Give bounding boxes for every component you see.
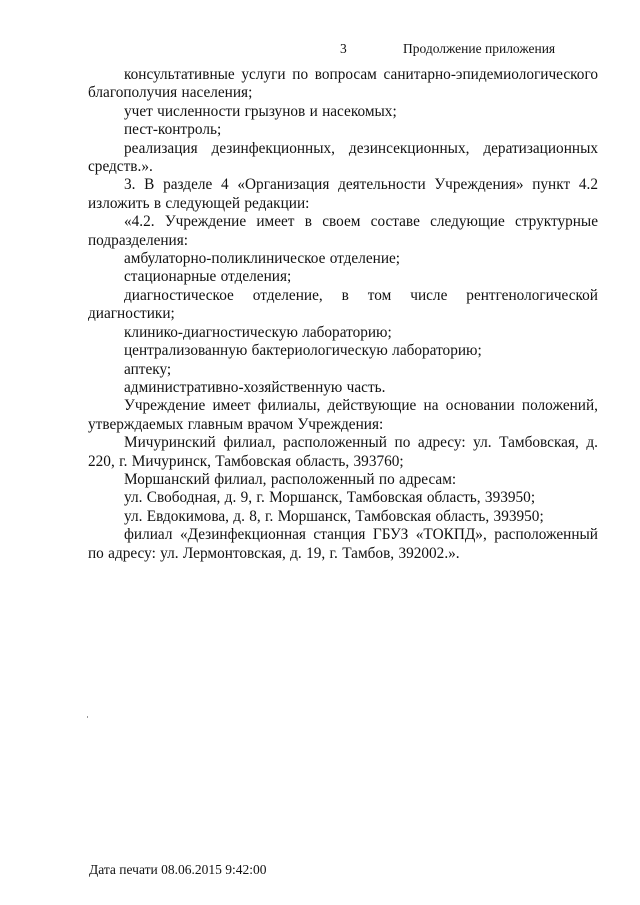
list-item-clinical-laboratory: клинико-диагностическую лабораторию; (124, 323, 392, 341)
paragraph-section-4-amendment: 3. В разделе 4 «Организация деятельности Учреждения» пункт 4.2 изложить в следующей редакции: (88, 176, 598, 212)
print-date: Дата печати 08.06.2015 9:42:00 (89, 862, 267, 877)
paragraph-rodent-insect-count: учет численности грызунов и насекомых; (124, 102, 397, 120)
paragraph-morshansk-branch: Моршанский филиал, расположенный по адресам: (124, 470, 457, 488)
paragraph-michurinsk-branch: Мичуринский филиал, расположенный по адресу: ул. Тамбовская, д. 220, г. Мичуринск, Тамбовская область, 393760; (88, 434, 598, 470)
paragraph-branches-intro: Учреждение имеет филиалы, действующие на основании положений, утверждаемых главным врачом Учреждения: (88, 397, 598, 433)
document-body (88, 66, 598, 563)
address-evdokimova: ул. Евдокимова, д. 8, г. Моршанск, Тамбовская область, 393950; (124, 507, 544, 525)
paragraph-disinfection-sales: реализация дезинфекционных, дезинсекционных, дератизационных средств.». (88, 139, 598, 176)
paragraph-pest-control: пест-контроль; (124, 121, 222, 139)
continuation-label: Продолжение приложения (403, 41, 556, 56)
list-item-outpatient-department: амбулаторно-поликлиническое отделение; (124, 250, 401, 268)
page-number: 3 (340, 41, 347, 56)
paragraph-clause-4-2: «4.2. Учреждение имеет в своем составе следующие структурные подразделения: (88, 213, 598, 249)
paragraph-disinfection-station-branch: филиал «Дезинфекционная станция ГБУЗ «ТОКПД», расположенный по адресу: ул. Лермонтовская, д. 19, г. Тамбов, 392002.». (88, 526, 598, 562)
list-item-bacteriological-laboratory: централизованную бактериологическую лабораторию; (124, 342, 482, 360)
list-item-administrative-unit: административно-хозяйственную часть. (124, 378, 386, 396)
list-item-diagnostic-department: диагностическое отделение, в том числе рентгенологической диагностики; (88, 286, 598, 323)
list-item-pharmacy: аптеку; (124, 360, 172, 378)
address-svobodnaya: ул. Свободная, д. 9, г. Моршанск, Тамбовская область, 393950; (124, 489, 536, 507)
list-item-inpatient-departments: стационарные отделения; (124, 268, 292, 286)
scan-artifact (87, 716, 88, 718)
page-header (0, 41, 640, 59)
paragraph-consulting-services: консультативные услуги по вопросам санитарно-эпидемиологического благополучия населения; (88, 66, 598, 102)
